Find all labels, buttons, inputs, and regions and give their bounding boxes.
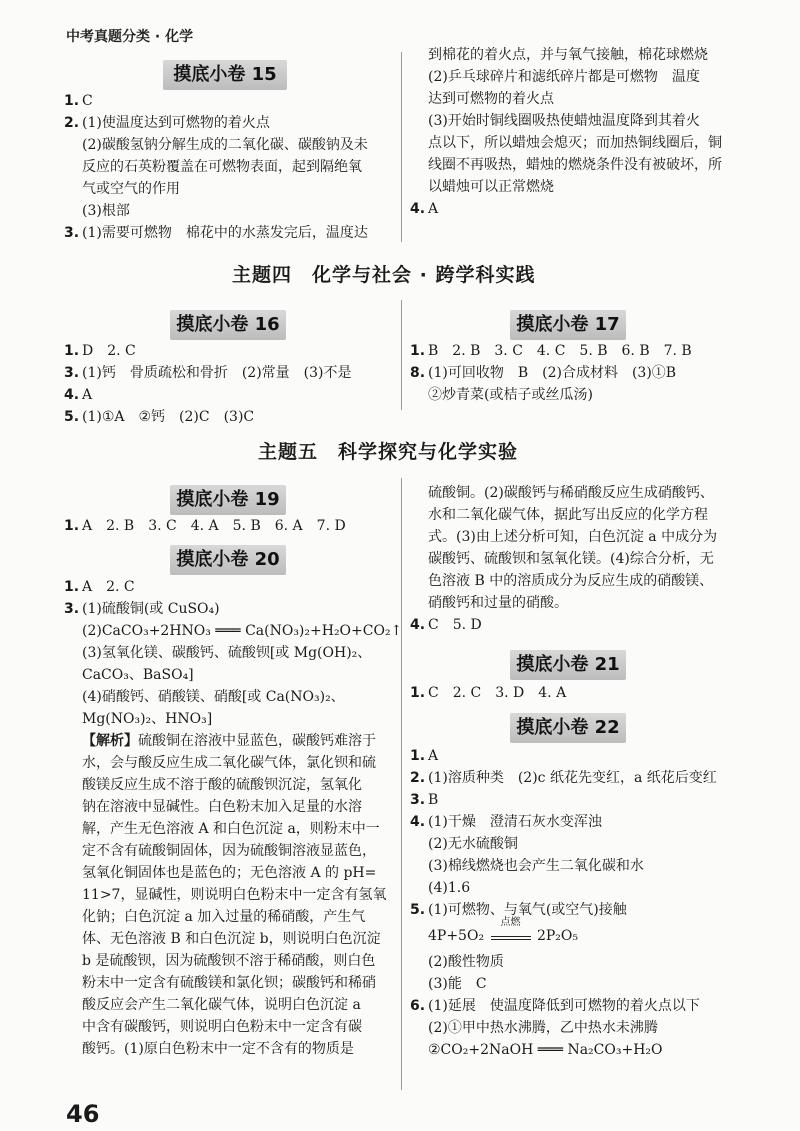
badge-quiz-22: 摸底小卷 22: [510, 713, 626, 743]
column-divider-mid: [401, 300, 402, 410]
quiz-20-left: 1. A 2. C 3. (1)硫酸铜(或 CuSO₄) (2)CaCO₃+2HNO₃ ═══ Ca(NO₃)₂+H₂O+CO₂↑ (3)氢氧化镁、碳酸钙、硫酸钡[或 Mg(OH)₂、 CaCO₃、BaSO₄] (4)硝酸钙、硝酸镁、硝酸[或 Ca(NO₃)₂、 Mg(NO₃)₂、HNO₃] 【解析】硫酸铜在溶液中显蓝色，碳酸钙难溶于 水，会与酸反应生成二氧化碳气体，氯化钡和硫 酸镁反应生成不溶于酸的硫酸钡沉淀，氢氧化 钠在溶液中显碱性。白色粉末加入足量的水溶 解，产生无色溶液 A 和白色沉淀 a，则粉末中一 定不含有硫酸铜固体，因为硫酸铜溶液显蓝色， 氢氧化铜固体也是蓝色的；无色溶液 A 的 pH= 11>7，显碱性，则说明白色粉末中一定含有氢氧 化钠；白色沉淀 a 加入过量的稀硝酸，产生气 体、无色溶液 B 和白色沉淀 b，则说明白色沉淀 b 是硫酸钡，因为硫酸钡不溶于稀硝酸，则白色 粉末中一定含有硫酸镁和氯化钡；碳酸钙和稀硝 酸反应会产生二氧化碳气体，说明白色沉淀 a 中含有碳酸钙，则说明白色粉末中一定含有碳 酸钙。(1)原白色粉末中一定不含有的物质是: [64, 579, 403, 1057]
badge-quiz-20: 摸底小卷 20: [170, 545, 286, 575]
badge-quiz-19: 摸底小卷 19: [170, 485, 286, 515]
quiz-19: 1. A 2. B 3. C 4. A 5. B 6. A 7. D: [64, 518, 346, 534]
column-divider-bottom: [401, 478, 402, 1090]
column-divider-top: [401, 52, 402, 242]
running-header: 中考真题分类 · 化学: [66, 29, 194, 45]
badge-quiz-15: 摸底小卷 15: [163, 60, 287, 90]
page-number: 46: [66, 1100, 100, 1128]
equation-combustion: 4P+5O₂ 点燃 2P₂O₅: [428, 917, 578, 944]
quiz-15-left: 1. C 2. (1)使温度达到可燃物的着火点 (2)碳酸氢钠分解生成的二氧化碳、碳酸钠及未 反应的石英粉覆盖在可燃物表面，起到隔绝氧 气或空气的作用 (3)根部 3. (1)需要可燃物 棉花中的水蒸发完后，温度达: [64, 93, 368, 241]
quiz-21: 1. C 2. C 3. D 4. A: [410, 685, 567, 701]
quiz-22: 1. A 2. (1)溶质种类 (2)c 纸花先变红，a 纸花后变红 3. B 4. (1)干燥 澄清石灰水变浑浊 (2)无水硫酸铜 (3)棉线燃烧也会产生二氧化碳和水 (4)1.6 5. (1)可燃物、与氧气(或空气)接触 4P+5O₂ 点燃 2P₂O₅ (2)酸性物质 (3)能 C 6. (1)延展 使温度降低到可燃物的着火点以下 (2)①甲中热水沸腾，乙中热水未沸腾 ②CO₂+2NaOH ═══ Na₂CO₃+H₂O: [410, 745, 750, 1061]
quiz-16: 1. D 2. C 3. (1)钙 骨质疏松和骨折 (2)常量 (3)不是 4. A 5. (1)①A ②钙 (2)C (3)C: [64, 343, 352, 425]
quiz-20-right: 硫酸铜。(2)碳酸钙与稀硝酸反应生成硝酸钙、 水和二氧化碳气体，据此写出反应的化学方程 式。(3)由上述分析可知，白色沉淀 a 中成分为 碳酸钙、硫酸钡和氢氧化镁。(4)综合分析，无 色溶液 B 中的溶质成分为反应生成的硝酸镁、 硝酸钙和过量的硝酸。 4. C 5. D: [410, 485, 718, 633]
badge-quiz-16: 摸底小卷 16: [170, 310, 286, 340]
theme-4-title: 主题四 化学与社会 · 跨学科实践: [232, 264, 536, 286]
theme-5-title: 主题五 科学探究与化学实验: [258, 441, 519, 463]
badge-quiz-21: 摸底小卷 21: [510, 650, 626, 680]
quiz-17: 1. B 2. B 3. C 4. C 5. B 6. B 7. B 8. (1)可回收物 B (2)合成材料 (3)①B ②炒青菜(或桔子或丝瓜汤): [410, 343, 692, 403]
badge-quiz-17: 摸底小卷 17: [510, 310, 626, 340]
quiz-15-right: 到棉花的着火点，并与氧气接触，棉花球燃烧 (2)乒乓球碎片和滤纸碎片都是可燃物 温度 达到可燃物的着火点 (3)开始时铜线圈吸热使蜡烛温度降到其着火 点以下，所以蜡烛会熄灭；而加热铜线圈后，铜 线圈不再吸热，蜡烛的燃烧条件没有被破坏，所 以蜡烛可以正常燃烧 4. A: [410, 47, 722, 217]
